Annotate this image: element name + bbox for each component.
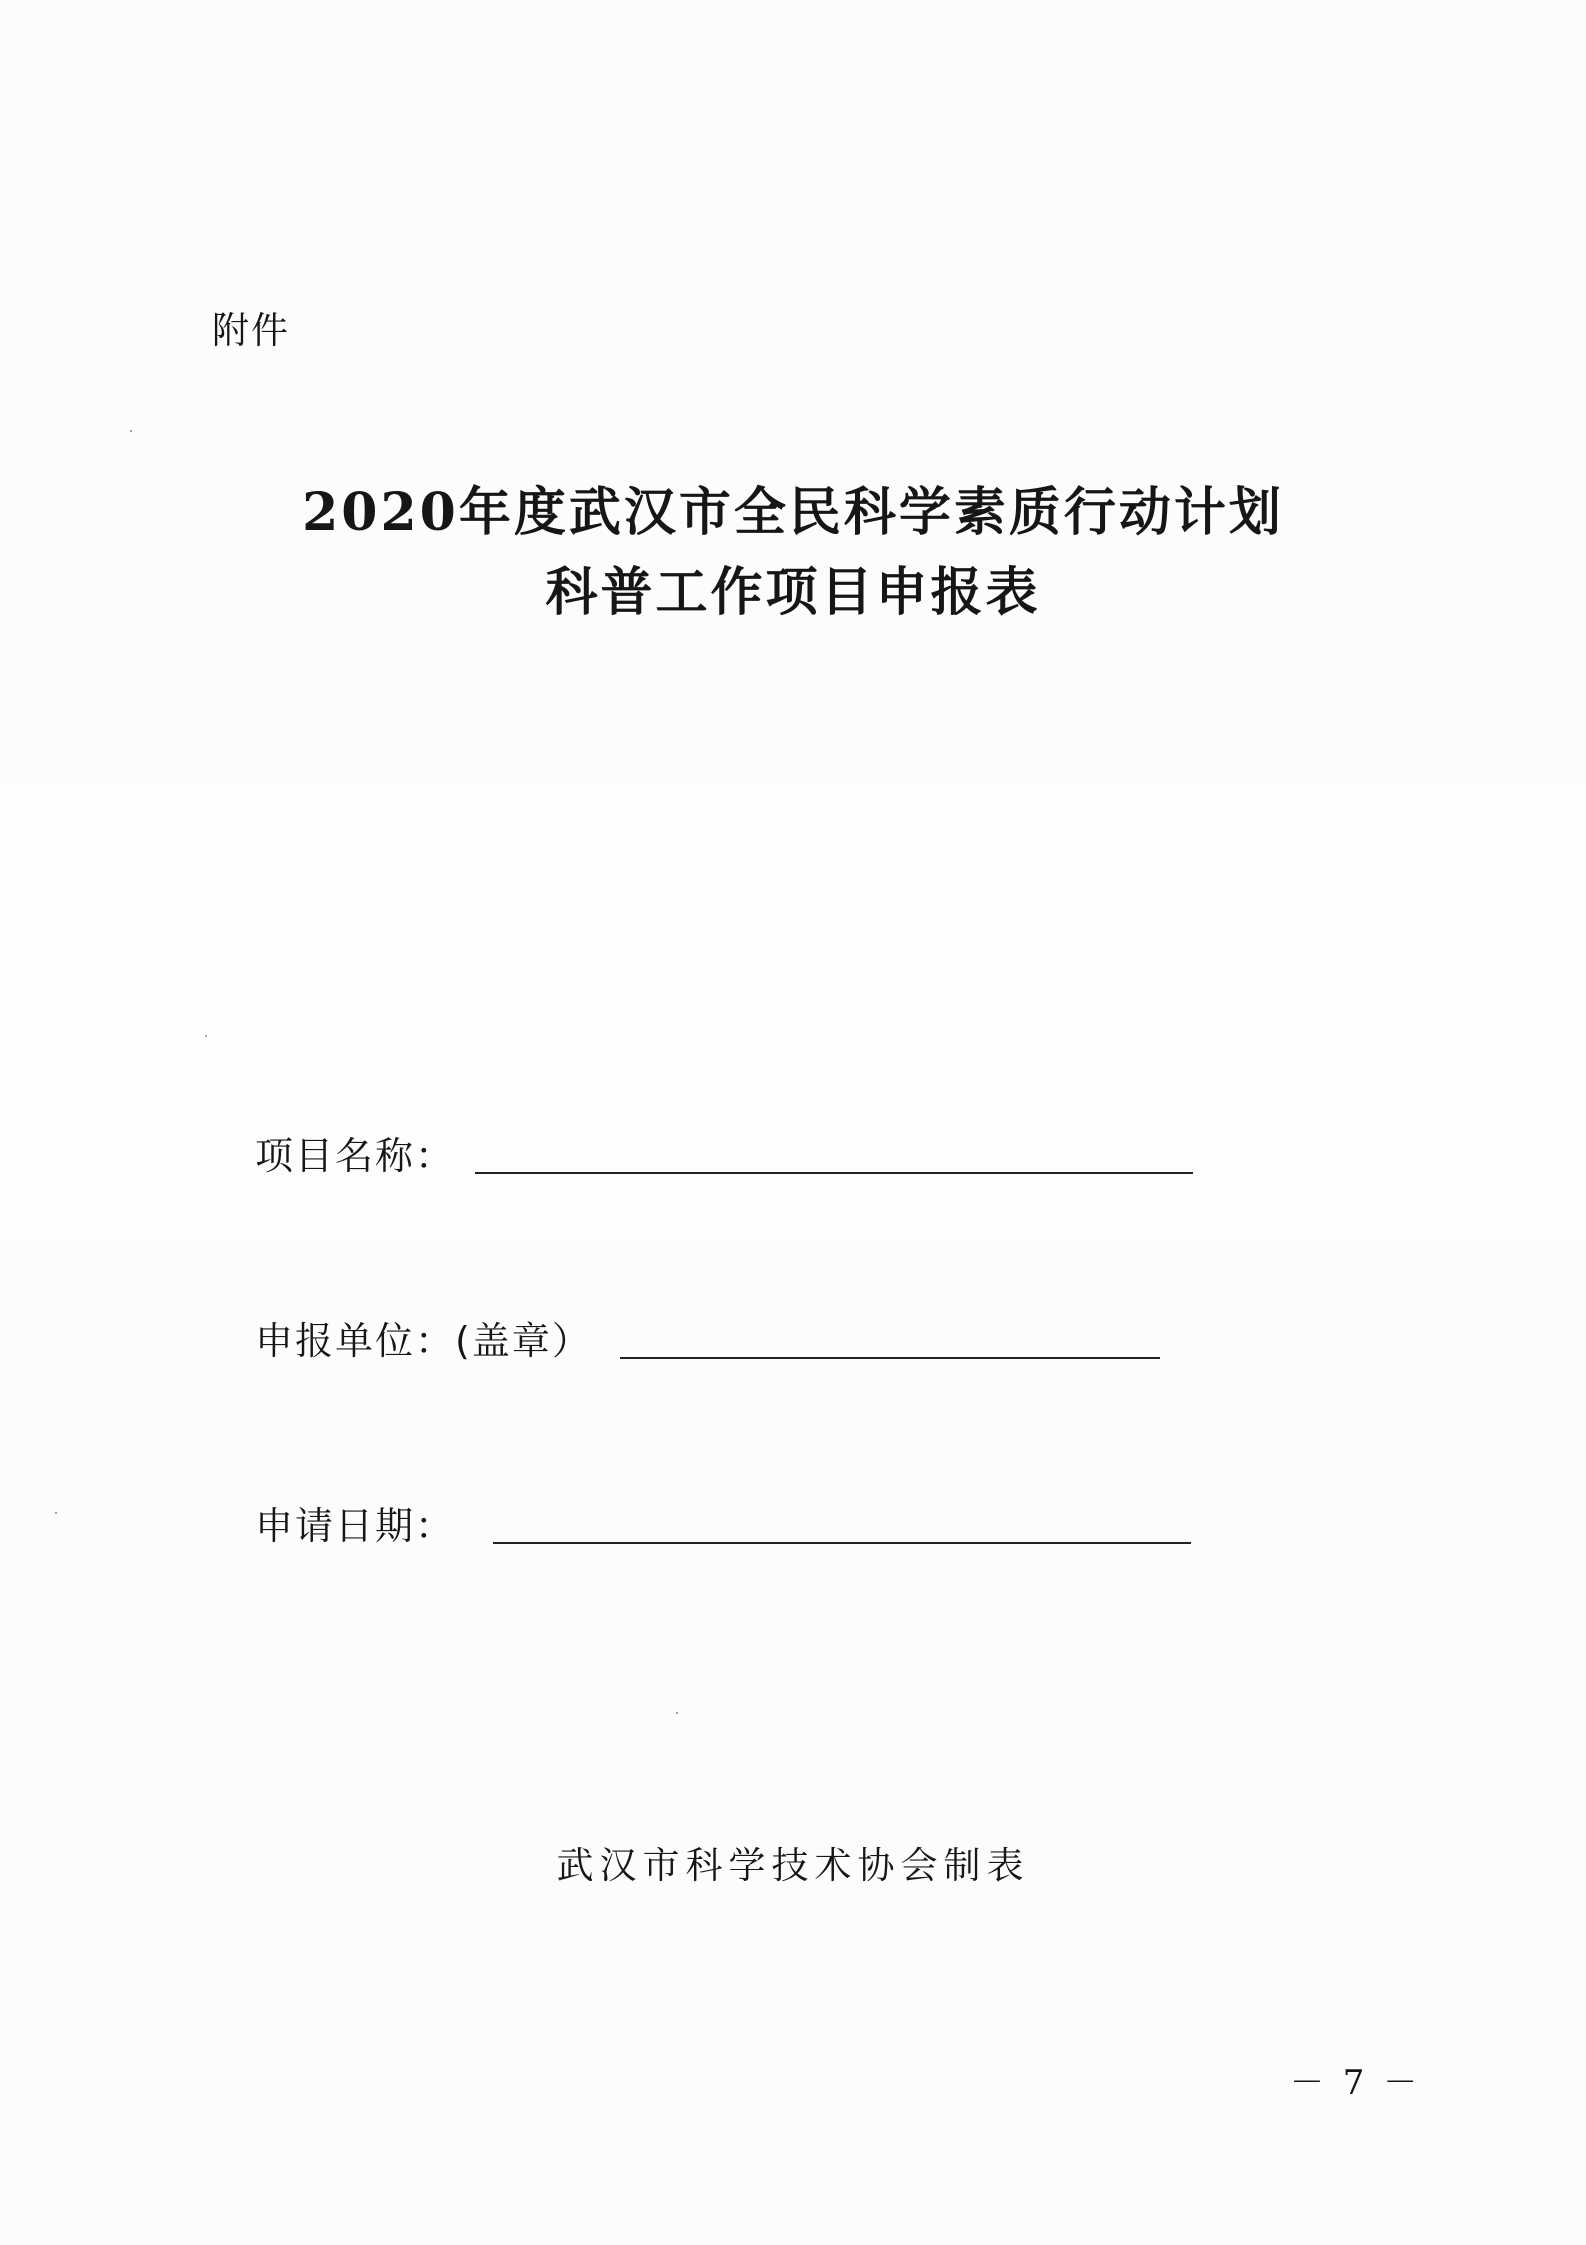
apply-date-blank-line: [493, 1541, 1191, 1544]
apply-date-field: [255, 1495, 1191, 1550]
applicant-unit-blank-line: [620, 1356, 1160, 1359]
project-name-label: 项目名称：: [255, 1134, 456, 1178]
scan-speck: [130, 430, 132, 432]
document-title-line-2: 科普工作项目申报表: [545, 562, 1041, 623]
project-name-blank-line: [475, 1171, 1193, 1174]
applicant-unit-field: [255, 1310, 1160, 1365]
scan-speck: [676, 1712, 678, 1714]
applicant-unit-label: 申报单位：(盖章）: [255, 1319, 592, 1363]
project-name-field: [255, 1125, 1193, 1180]
page-number: － 7 －: [1290, 2063, 1422, 2103]
apply-date-label: 申请日期：: [255, 1504, 456, 1548]
scan-speck: [205, 1035, 207, 1037]
attachment-label: 附件: [212, 309, 290, 352]
scan-speck: [55, 1512, 57, 1514]
form-maker-text: 武汉市科学技术协会制表: [556, 1844, 1030, 1887]
document-title-line-1: 2020年度武汉市全民科学素质行动计划: [302, 482, 1284, 543]
